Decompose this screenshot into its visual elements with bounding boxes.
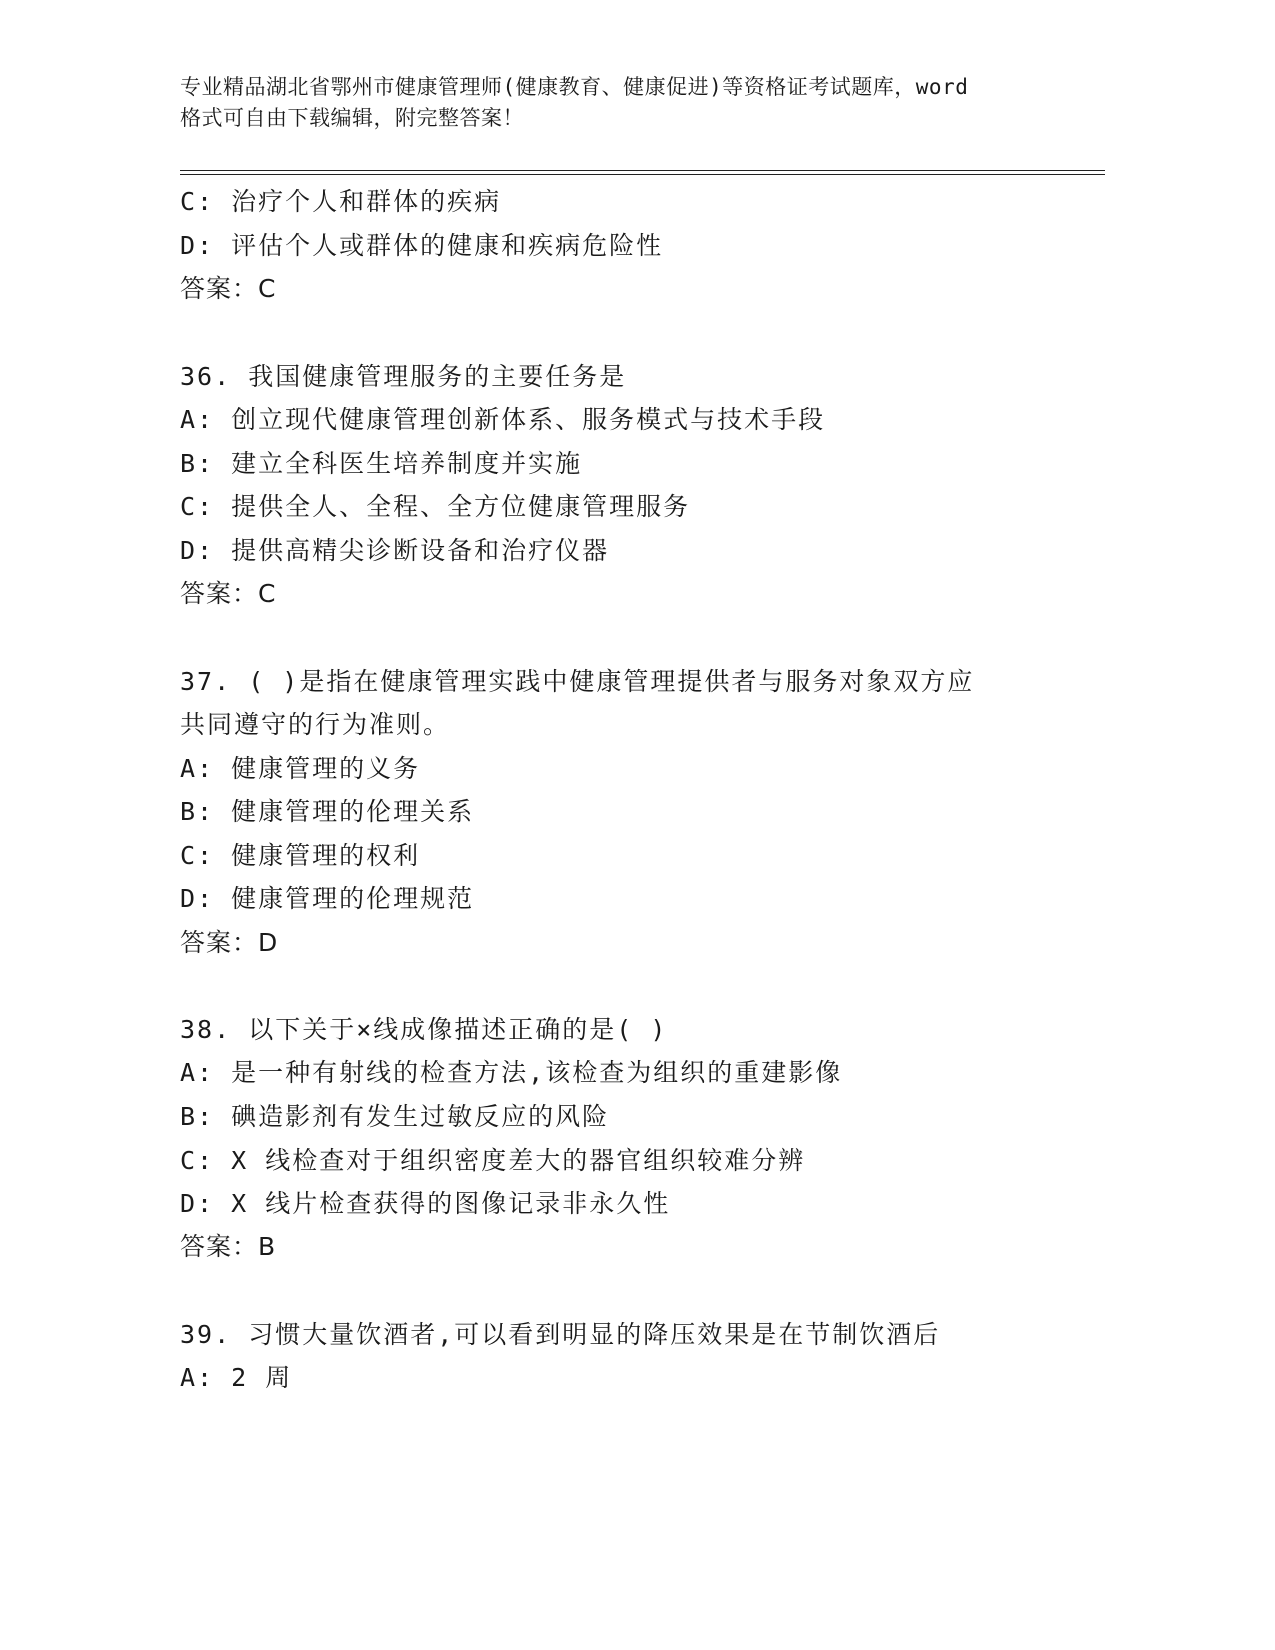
q37-option-d: D: 健康管理的伦理规范 — [180, 884, 475, 913]
header-line-1: 专业精品湖北省鄂州市健康管理师(健康教育、健康促进)等资格证考试题库，word — [180, 75, 969, 99]
q38-option-b: B: 碘造影剂有发生过敏反应的风险 — [180, 1102, 610, 1131]
prev-option-d: D: 评估个人或群体的健康和疾病危险性 — [180, 231, 664, 260]
q37-question-line-1: 37. ( )是指在健康管理实践中健康管理提供者与服务对象双方应 — [180, 667, 975, 696]
q39-question: 39. 习惯大量饮酒者,可以看到明显的降压效果是在节制饮酒后 — [180, 1320, 941, 1349]
q36-option-a: A: 创立现代健康管理创新体系、服务模式与技术手段 — [180, 405, 826, 434]
document-header — [180, 72, 1080, 134]
q37-question-line-2: 共同遵守的行为准则。 — [180, 710, 451, 739]
header-rule-top — [180, 170, 1105, 171]
header-rule-bottom — [180, 174, 1105, 175]
q39-option-a: A: 2 周 — [180, 1363, 293, 1392]
q37-answer: 答案：D — [180, 928, 279, 957]
q38-option-a: A: 是一种有射线的检查方法,该检查为组织的重建影像 — [180, 1058, 843, 1087]
q36-question: 36. 我国健康管理服务的主要任务是 — [180, 362, 627, 391]
q38-question: 38. 以下关于×线成像描述正确的是( ) — [180, 1015, 668, 1044]
q37-option-c: C: 健康管理的权利 — [180, 841, 421, 870]
q37-option-b: B: 健康管理的伦理关系 — [180, 797, 475, 826]
q36-answer: 答案：C — [180, 579, 277, 608]
header-line-2: 格式可自由下载编辑，附完整答案！ — [180, 106, 524, 130]
q38-option-d: D: X 线片检查获得的图像记录非永久性 — [180, 1189, 671, 1218]
q36-option-b: B: 建立全科医生培养制度并实施 — [180, 449, 583, 478]
q38-answer: 答案：B — [180, 1232, 277, 1261]
prev-option-c: C: 治疗个人和群体的疾病 — [180, 187, 502, 216]
q37-option-a: A: 健康管理的义务 — [180, 754, 421, 783]
q38-option-c: C: X 线检查对于组织密度差大的器官组织较难分辨 — [180, 1146, 806, 1175]
q36-option-d: D: 提供高精尖诊断设备和治疗仪器 — [180, 536, 610, 565]
prev-answer: 答案：C — [180, 274, 277, 303]
q36-option-c: C: 提供全人、全程、全方位健康管理服务 — [180, 492, 691, 521]
